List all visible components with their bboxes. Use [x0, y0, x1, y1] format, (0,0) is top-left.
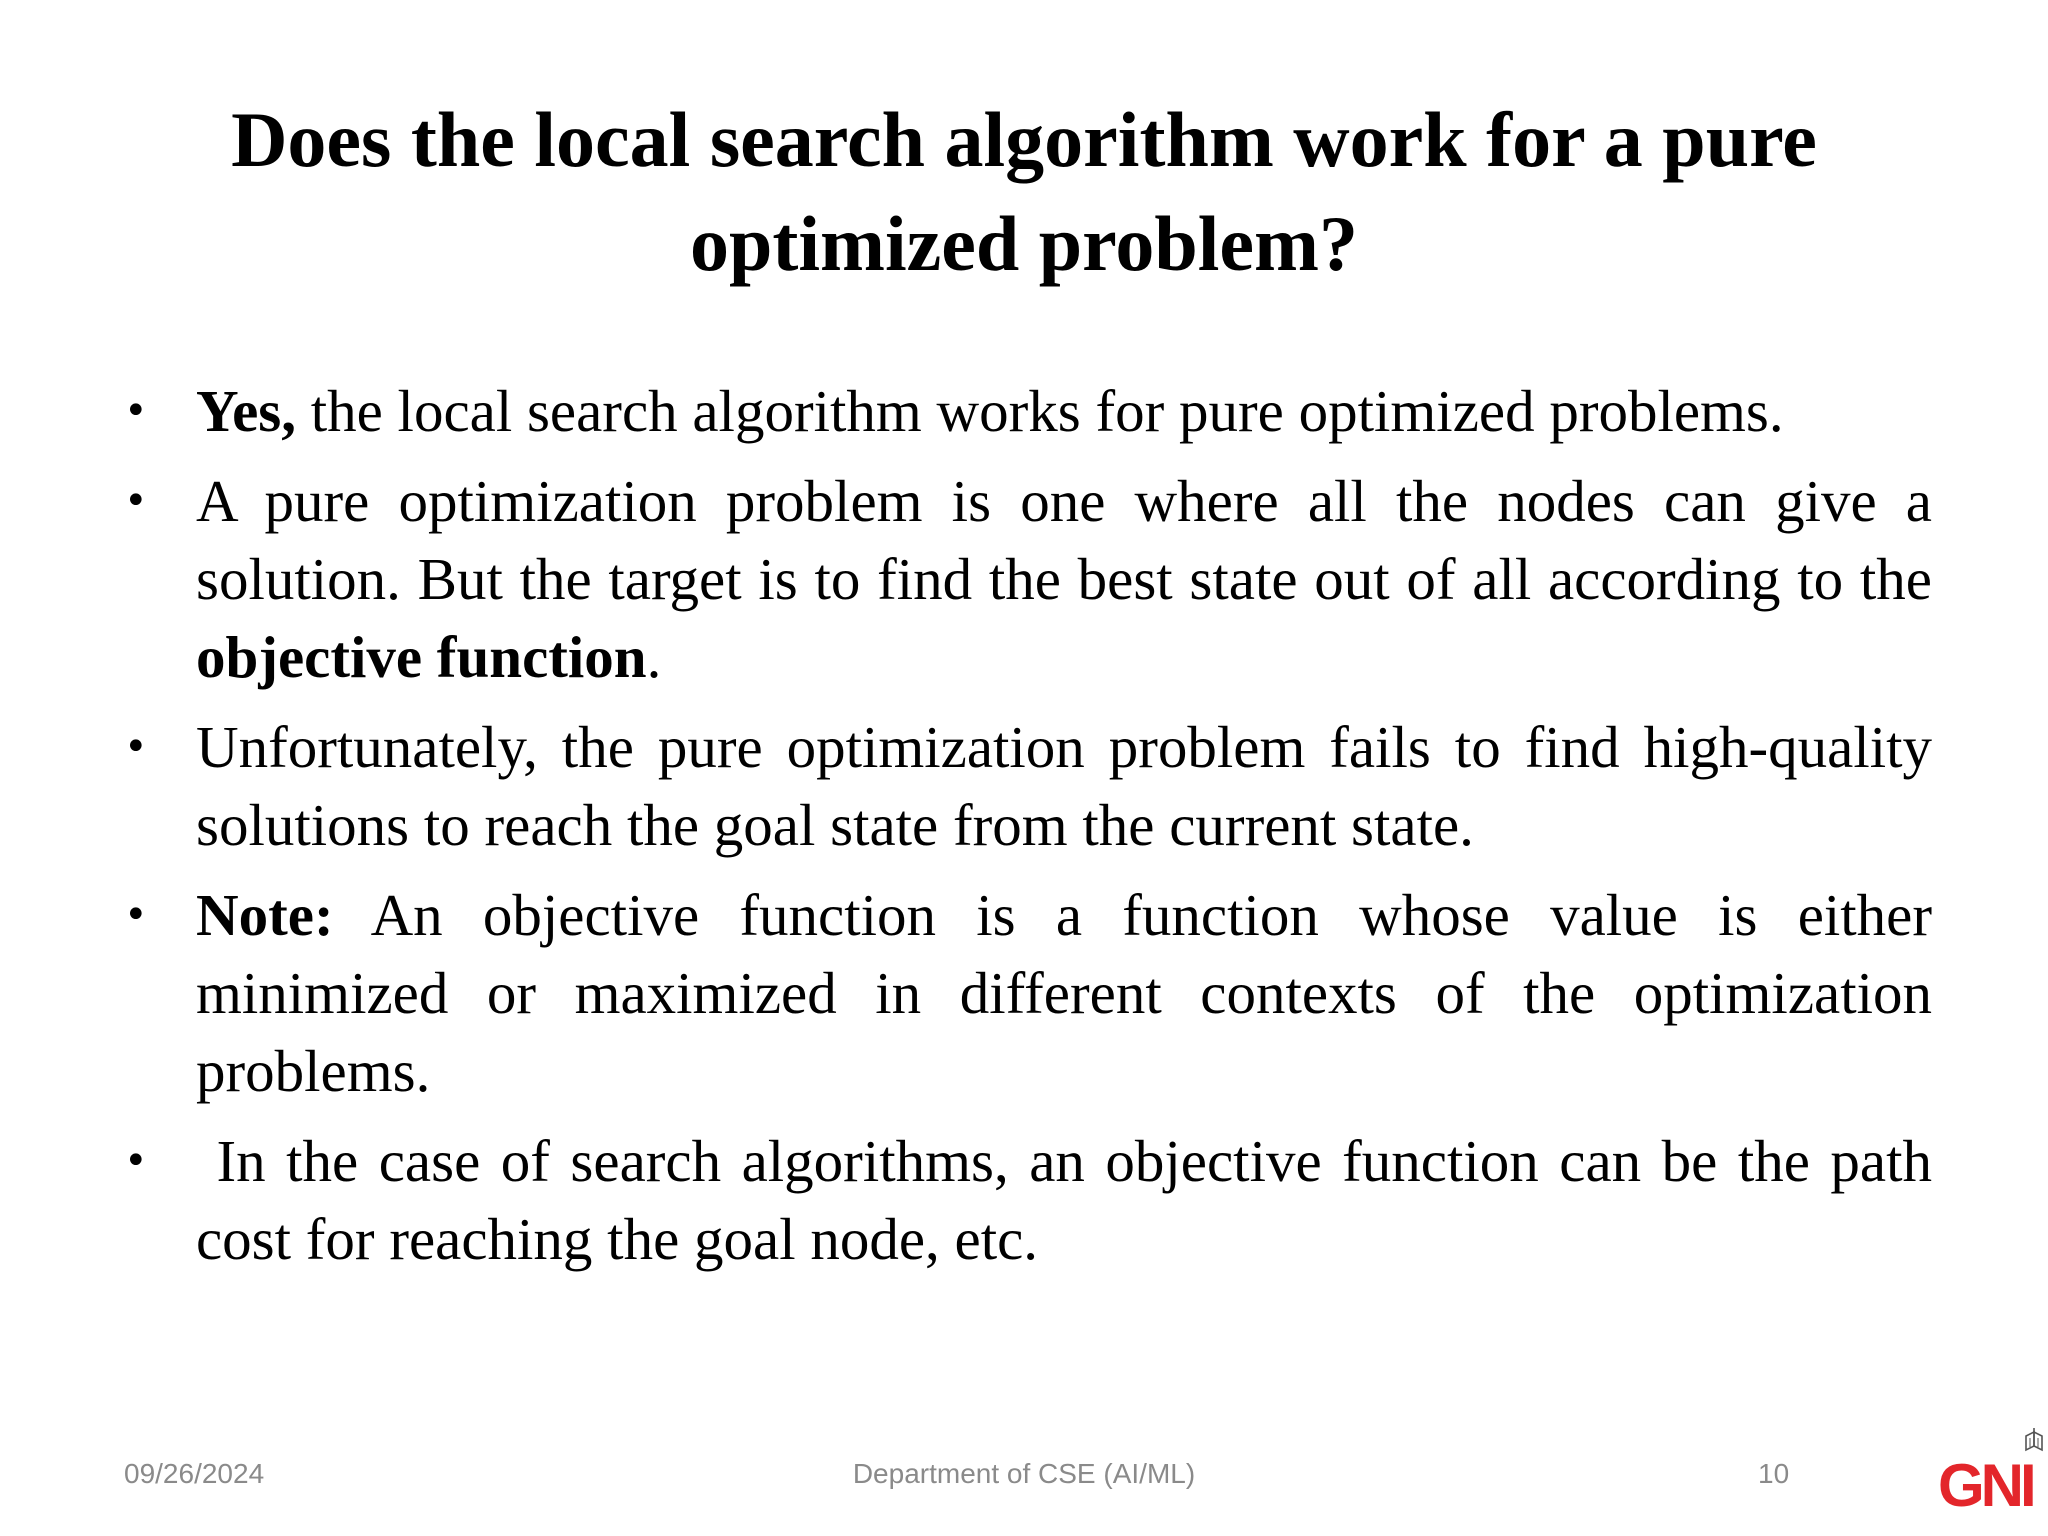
footer-date: 09/26/2024: [124, 1458, 265, 1489]
bullet-dot-icon: •: [124, 724, 148, 770]
bullet-bold-text: Yes,: [196, 378, 296, 444]
bullet-text: In the case of search algorithms, an objective function can be the path cost for reaching the goal node, etc.: [196, 1128, 1947, 1272]
bullet-text: the local search algorithm works for pure optimized problems.: [295, 378, 1784, 444]
bullet-dot-icon: •: [124, 388, 148, 434]
logo-text: GNI: [1938, 1452, 2033, 1512]
bullet-text-end: .: [646, 624, 662, 690]
bullet-text: An objective function is a function whose value is either minimized or maximized in different contexts of the optimization problems.: [196, 882, 1932, 1104]
bullet-dot-icon: •: [124, 1138, 148, 1184]
bullet-text: Unfortunately, the pure optimization problem fails to find high-quality solutions to reach the goal state from the current state.: [196, 714, 1932, 858]
bullet-text: A pure optimization problem is one where all the nodes can give a solution. But the target is to find the best state out of all according to the: [196, 468, 1932, 612]
bullet-dot-icon: •: [124, 478, 148, 524]
logo-book-icon: [2026, 1428, 2042, 1450]
footer-page-number: 10: [1758, 1458, 1790, 1489]
gni-logo-icon: [1938, 1428, 2046, 1512]
bullet-item: [120, 462, 1932, 696]
bullet-list: [120, 372, 1947, 1290]
bullet-item: [120, 708, 1932, 864]
bullet-bold-text: Note:: [196, 882, 334, 948]
slide-title: Does the local search algorithm work for a pure optimized problem?: [231, 96, 1817, 287]
bullet-item: [120, 372, 1932, 450]
bullet-bold-text: objective function: [196, 624, 647, 690]
bullet-item: [120, 1122, 1947, 1278]
bullet-dot-icon: •: [124, 892, 148, 938]
footer-department: Department of CSE (AI/ML): [852, 1458, 1196, 1489]
bullet-item: [120, 876, 1932, 1110]
